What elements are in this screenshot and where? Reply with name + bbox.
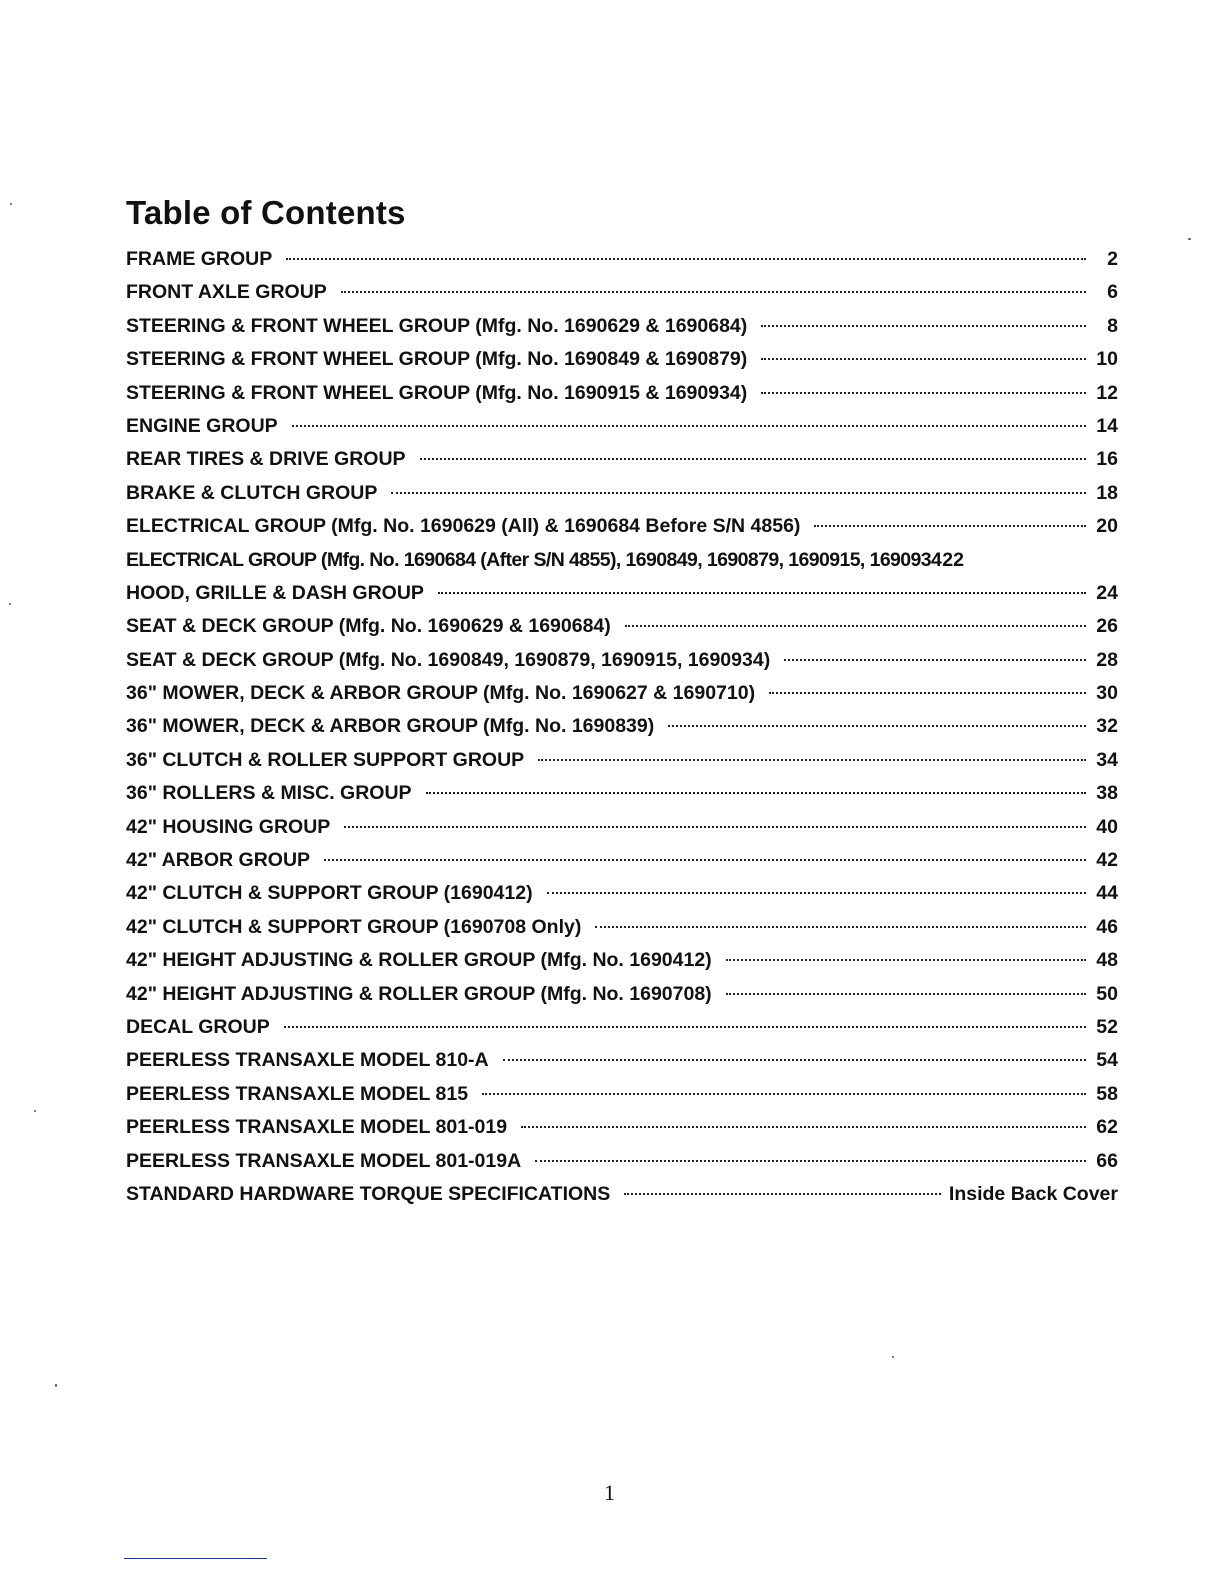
toc-entry-title: 42" CLUTCH & SUPPORT GROUP (1690412) xyxy=(126,882,533,905)
toc-entry-page: 22 xyxy=(942,548,964,571)
toc-entry-page: 48 xyxy=(1096,949,1118,972)
toc-entry-page: 58 xyxy=(1096,1082,1118,1105)
toc-entry-page: 46 xyxy=(1096,915,1118,938)
dot-leader xyxy=(538,759,1086,761)
toc-entry-title: 42" HOUSING GROUP xyxy=(126,815,331,838)
dot-leader xyxy=(625,625,1086,627)
toc-entry xyxy=(126,949,1118,982)
toc-entry-page: 12 xyxy=(1096,381,1118,404)
page-title: Table of Contents xyxy=(126,194,406,232)
dot-leader xyxy=(292,425,1086,427)
dot-leader xyxy=(286,258,1086,260)
toc-entry-title: 42" CLUTCH & SUPPORT GROUP (1690708 Only) xyxy=(126,915,582,938)
toc-entry-page: 10 xyxy=(1096,348,1118,371)
toc-entry-page: 34 xyxy=(1096,748,1118,771)
toc-entry-title: STANDARD HARDWARE TORQUE SPECIFICATIONS xyxy=(126,1182,611,1205)
dot-leader xyxy=(726,959,1086,961)
toc-entry-page: 66 xyxy=(1096,1149,1118,1172)
toc-entry-title: PEERLESS TRANSAXLE MODEL 810-A xyxy=(126,1049,489,1072)
toc-entry xyxy=(126,281,1118,314)
toc-entry xyxy=(126,515,1118,548)
toc-entry xyxy=(126,1116,1118,1149)
toc-entry xyxy=(126,549,1118,582)
toc-entry-title: 36" ROLLERS & MISC. GROUP xyxy=(126,782,412,805)
toc-entry-title: STEERING & FRONT WHEEL GROUP (Mfg. No. 1690849 & 1690879) xyxy=(126,348,748,371)
toc-entry-title: DECAL GROUP xyxy=(126,1015,270,1038)
toc-entry xyxy=(126,1016,1118,1049)
toc-entry xyxy=(126,615,1118,648)
toc-entry xyxy=(126,816,1118,849)
dot-leader xyxy=(761,392,1086,394)
toc-entry-title: PEERLESS TRANSAXLE MODEL 815 xyxy=(126,1082,469,1105)
toc-entry xyxy=(126,882,1118,915)
toc-entry-page: 14 xyxy=(1096,414,1118,437)
dot-leader xyxy=(521,1126,1086,1128)
dot-leader xyxy=(341,291,1086,293)
toc-entry-title: 36" MOWER, DECK & ARBOR GROUP (Mfg. No. 1690627 & 1690710) xyxy=(126,682,756,705)
toc-entry xyxy=(126,983,1118,1016)
footer-rule xyxy=(124,1558,267,1559)
dot-leader xyxy=(324,859,1086,861)
toc-entry-title: REAR TIRES & DRIVE GROUP xyxy=(126,448,406,471)
dot-leader xyxy=(438,592,1086,594)
scan-speck xyxy=(892,1356,894,1358)
toc-entry xyxy=(126,849,1118,882)
toc-entry-title: HOOD, GRILLE & DASH GROUP xyxy=(126,581,424,604)
page-number: 1 xyxy=(604,1480,615,1505)
toc-entry-page: 44 xyxy=(1096,882,1118,905)
toc-entry xyxy=(126,916,1118,949)
toc-entry-title: ELECTRICAL GROUP (Mfg. No. 1690684 (After S/N 4855), 1690849, 1690879, 1690915, 1690934 xyxy=(126,548,942,571)
toc-entry-page: 52 xyxy=(1096,1015,1118,1038)
toc-entry-title: STEERING & FRONT WHEEL GROUP (Mfg. No. 1690629 & 1690684) xyxy=(126,314,748,337)
toc-entry-page: 38 xyxy=(1096,782,1118,805)
dot-leader xyxy=(761,325,1086,327)
toc-entry xyxy=(126,315,1118,348)
toc-entry-title: ENGINE GROUP xyxy=(126,414,278,437)
scan-speck xyxy=(10,203,12,205)
toc-entry xyxy=(126,715,1118,748)
dot-leader xyxy=(284,1026,1086,1028)
dot-leader xyxy=(784,659,1086,661)
toc-entry-page: 50 xyxy=(1096,982,1118,1005)
dot-leader xyxy=(535,1160,1086,1162)
dot-leader xyxy=(420,458,1086,460)
toc-entry-title: PEERLESS TRANSAXLE MODEL 801-019A xyxy=(126,1149,522,1172)
toc-entry-title: FRONT AXLE GROUP xyxy=(126,281,327,304)
scan-speck xyxy=(9,603,11,605)
dot-leader xyxy=(814,525,1086,527)
toc-entry xyxy=(126,749,1118,782)
toc-entry-page: 8 xyxy=(1107,314,1118,337)
toc-entry-page: 24 xyxy=(1096,581,1118,604)
toc-entry-title: FRAME GROUP xyxy=(126,248,273,270)
toc-entry xyxy=(126,1083,1118,1116)
toc-entry xyxy=(126,782,1118,815)
toc-entry xyxy=(126,348,1118,381)
toc-entry xyxy=(126,248,1118,281)
dot-leader xyxy=(547,892,1086,894)
scan-speck xyxy=(34,1110,36,1112)
dot-leader xyxy=(426,792,1086,794)
toc-entry xyxy=(126,649,1118,682)
dot-leader xyxy=(624,1193,941,1195)
toc-entry xyxy=(126,448,1118,481)
toc-entry-page: 40 xyxy=(1096,815,1118,838)
toc-entry-title: SEAT & DECK GROUP (Mfg. No. 1690629 & 1690684) xyxy=(126,615,611,638)
toc-entry xyxy=(126,682,1118,715)
toc-entry xyxy=(126,1150,1118,1183)
toc-entry-page: 32 xyxy=(1096,715,1118,738)
dot-leader xyxy=(595,926,1086,928)
dot-leader xyxy=(482,1093,1086,1095)
toc-entry-page: 54 xyxy=(1096,1049,1118,1072)
toc-entry-page: 30 xyxy=(1096,682,1118,705)
toc-entry xyxy=(126,582,1118,615)
toc-entry-page: 28 xyxy=(1096,648,1118,671)
toc-entry-title: 36" CLUTCH & ROLLER SUPPORT GROUP xyxy=(126,748,525,771)
toc-entry-page: 42 xyxy=(1096,849,1118,872)
dot-leader xyxy=(344,826,1086,828)
toc-entry-title: 36" MOWER, DECK & ARBOR GROUP (Mfg. No. 1690839) xyxy=(126,715,655,738)
toc-entry xyxy=(126,382,1118,415)
toc-entry-title: PEERLESS TRANSAXLE MODEL 801-019 xyxy=(126,1116,508,1139)
toc-entry xyxy=(126,1049,1118,1082)
toc-entry-title: ELECTRICAL GROUP (Mfg. No. 1690629 (All) & 1690684 Before S/N 4856) xyxy=(126,515,801,538)
table-of-contents xyxy=(126,248,1118,1216)
toc-entry-title: 42" HEIGHT ADJUSTING & ROLLER GROUP (Mfg. No. 1690708) xyxy=(126,982,712,1005)
dot-leader xyxy=(503,1059,1086,1061)
toc-entry xyxy=(126,1183,1118,1216)
dot-leader xyxy=(668,725,1086,727)
toc-entry-title: 42" ARBOR GROUP xyxy=(126,849,311,872)
toc-entry-title: SEAT & DECK GROUP (Mfg. No. 1690849, 1690879, 1690915, 1690934) xyxy=(126,648,771,671)
toc-entry-page: Inside Back Cover xyxy=(948,1182,1118,1205)
toc-entry-page: 16 xyxy=(1096,448,1118,471)
toc-entry-title: STEERING & FRONT WHEEL GROUP (Mfg. No. 1690915 & 1690934) xyxy=(126,381,748,404)
toc-entry-page: 18 xyxy=(1096,481,1118,504)
toc-entry-page: 26 xyxy=(1096,615,1118,638)
dot-leader xyxy=(769,692,1086,694)
toc-entry-page: 62 xyxy=(1096,1116,1118,1139)
toc-entry xyxy=(126,482,1118,515)
scan-speck xyxy=(55,1384,57,1387)
dot-leader xyxy=(761,358,1086,360)
dot-leader xyxy=(726,993,1086,995)
scan-speck xyxy=(1188,238,1191,240)
toc-entry-page: 2 xyxy=(1107,248,1118,270)
toc-entry xyxy=(126,415,1118,448)
toc-entry-page: 6 xyxy=(1107,281,1118,304)
toc-entry-page: 20 xyxy=(1096,515,1118,538)
dot-leader xyxy=(391,492,1086,494)
toc-entry-title: BRAKE & CLUTCH GROUP xyxy=(126,481,378,504)
toc-entry-title: 42" HEIGHT ADJUSTING & ROLLER GROUP (Mfg. No. 1690412) xyxy=(126,949,712,972)
